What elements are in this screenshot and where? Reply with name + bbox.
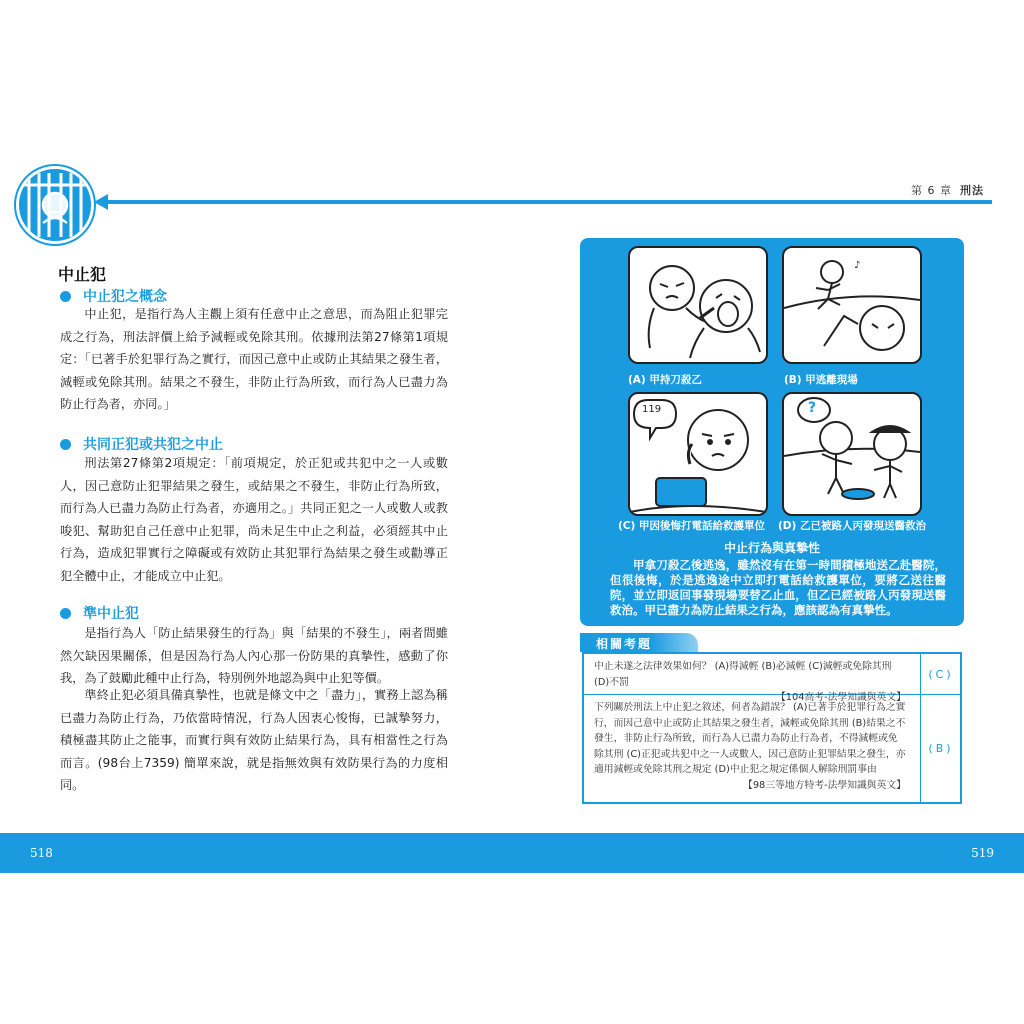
chapter-logo-icon bbox=[16, 166, 94, 244]
comic-frame-a bbox=[628, 246, 768, 364]
paragraph-quasi-2: 準終止犯必須具備真摯性，也就是條文中之「盡力」，實務上認為稱已盡力為防止行為，乃依當時情況，行為人因衷心悛悔，已誠摯努力，積極盡其防止之能事，而實行與有效防止結果行為，具有相當性之行為而言。(98台上7359) 簡單來說，就是指無效與有效防果行為的力度相同。 bbox=[60, 688, 448, 793]
header-rule bbox=[104, 200, 992, 204]
comic-note-title: 中止行為與真摯性 bbox=[723, 541, 820, 555]
bullet-dot-icon bbox=[60, 439, 71, 450]
comic-note-body: 甲拿刀殺乙後逃逸，雖然沒有在第一時間積極地送乙赴醫院，但很後悔，於是逃逸途中立即打電話給救護單位，要將乙送往醫院，並立即返回事發現場要替乙止血，但乙已經被路人丙發現送醫救治。甲已盡力為防止結果之行為，應該認為有真摯性。 bbox=[610, 558, 946, 617]
passerby-and-police-illustration bbox=[784, 394, 920, 514]
subsection-heading-text: 中止犯之概念 bbox=[83, 289, 167, 305]
exam-question-source: 【98三等地方特考-法學知識與英文】 bbox=[743, 779, 906, 791]
paragraph-joint: 刑法第27條第2項規定：「前項規定，於正犯或共犯中之一人或數人，因己意防止犯罪結果之發生，或結果之不發生，非防止行為所致，而行為人已盡力為防止行為者，亦適用之。」共同正犯之一人或數人或教唆犯、幫助犯自己任意中止犯罪，尚未足生中止之利益，必須經其中止行為，造成犯罪實行之障礙或有效防止其犯罪行為結果之發生或勸導正犯全體中止，才能成立中止犯。 bbox=[60, 456, 448, 583]
speech-bubble-119: 119 bbox=[642, 404, 662, 415]
exam-answer: (B) bbox=[920, 695, 961, 802]
exam-row bbox=[584, 695, 960, 802]
bullet-dot-icon bbox=[60, 608, 71, 619]
exam-question-source: 【104高考-法學知識與英文】 bbox=[776, 692, 906, 704]
comic-frame-b bbox=[782, 246, 922, 364]
comic-caption-a: (A) 甲持刀殺乙 bbox=[628, 374, 702, 386]
subsection-heading-text: 準中止犯 bbox=[83, 606, 139, 622]
comic-frame-d bbox=[782, 392, 922, 516]
subsection-heading-joint bbox=[60, 434, 223, 454]
exam-question-text: 下列關於刑法上中止犯之敘述，何者為錯誤？ (A)已著手於犯罪行為之實行，而因己意中止或防止其結果之發生者，減輕或免除其刑 (B)結果之不發生，非防止行為所致，而行為人已盡力為防止行為者，不得減輕或免除其刑 (C)正犯或共犯中之一人或數人，因己意防止犯罪結果之發生，亦適用減輕或免除其刑之規定 (D)中止犯之規定係個人解除刑罰事由 bbox=[594, 702, 906, 776]
comic-caption-c: (C) 甲因後悔打電話給救護單位 bbox=[618, 520, 765, 532]
exam-tab-label: 相關考題 bbox=[596, 637, 653, 651]
paragraph-quasi-1: 是指行為人「防止結果發生的行為」與「結果的不發生」，兩者間雖然欠缺因果關係，但是因為行為人內心那一份防果的真摯性，感動了你我，為了鼓勵此種中止行為，特別例外地認為與中止犯等價。 bbox=[60, 626, 448, 686]
comic-caption-b: (B) 甲逃離現場 bbox=[784, 374, 858, 386]
page-number-right: 519 bbox=[971, 846, 994, 860]
comic-caption-d: (D) 乙已被路人丙發現送醫救治 bbox=[778, 520, 926, 532]
exam-question-text: 中止未遂之法律效果如何？ (A)得減輕 (B)必減輕 (C)減輕或免除其刑 (D)不罰 bbox=[594, 661, 892, 688]
exam-table bbox=[582, 652, 962, 804]
bullet-dot-icon bbox=[60, 291, 71, 302]
page-number-left: 518 bbox=[30, 846, 53, 860]
footer-bar bbox=[0, 833, 1024, 873]
comic-panel bbox=[580, 238, 964, 626]
chapter-label bbox=[911, 182, 984, 198]
exam-question bbox=[594, 700, 906, 794]
exam-answer: (C) bbox=[920, 654, 961, 694]
speech-bubble-question: ? bbox=[808, 400, 817, 416]
chapter-number: 第 6 章 bbox=[911, 184, 952, 197]
knife-attack-illustration bbox=[630, 248, 766, 362]
svg-text:♪: ♪ bbox=[854, 260, 861, 271]
subsection-heading-text: 共同正犯或共犯之中止 bbox=[83, 437, 223, 453]
paragraph-concept: 中止犯，是指行為人主觀上須有任意中止之意思，而為阻止犯罪完成之行為，刑法評價上給予減輕或免除其刑。依據刑法第27條第1項規定：「已著手於犯罪行為之實行，而因己意中止或防止其結果之發生者，減輕或免除其刑。結果之不發生，非防止行為所致，而行為人已盡力為防止行為者，亦同。」 bbox=[60, 307, 448, 412]
chapter-title: 刑法 bbox=[960, 184, 984, 197]
subsection-heading-quasi bbox=[60, 603, 139, 623]
exam-row bbox=[584, 654, 960, 704]
section-title: 中止犯 bbox=[58, 265, 107, 284]
running-away-illustration bbox=[784, 248, 920, 362]
